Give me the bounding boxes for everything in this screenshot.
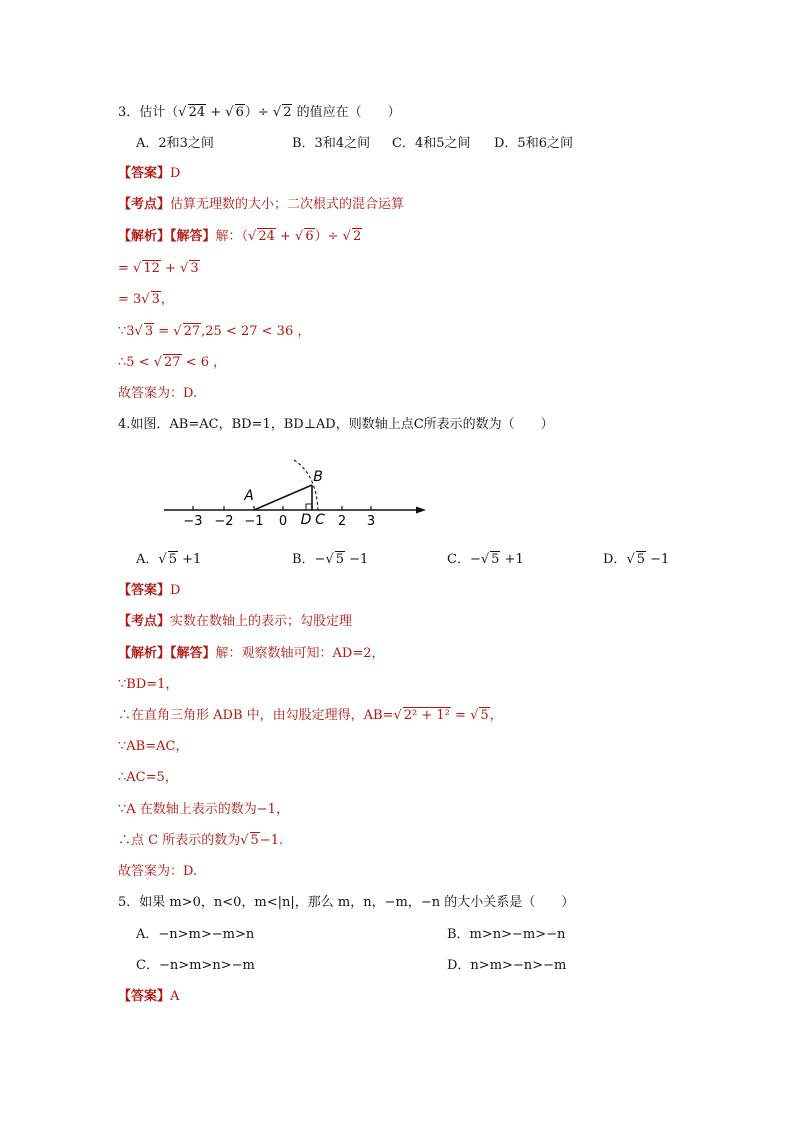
- q3-option-b: B．3和4之间: [292, 136, 371, 151]
- q4-stem: 4.如图．AB=AC，BD=1，BD⊥AD，则数轴上点C所表示的数为（ ）: [118, 417, 554, 432]
- q5-option-a: A．−n>m>−m>n: [136, 927, 255, 942]
- q3-kaodian: 【考点】估算无理数的大小；二次根式的混合运算: [118, 197, 405, 212]
- q3-jiexi: 【解析】【解答】解：（√ 24 + √ 6）÷ √ 2: [118, 229, 362, 244]
- point-label-a: A: [244, 488, 254, 504]
- q3-stem: 3．估计（√ 24 + √ 6）÷ √ 2 的值应在（ ）: [118, 105, 401, 120]
- tick-label-2: 2: [337, 514, 347, 529]
- q4-answer: 【答案】D: [118, 583, 181, 598]
- tick-label--1: −1: [244, 514, 264, 529]
- compass-arc: [294, 460, 318, 510]
- q3-step-4: ∴5 < √ 27 < 6 ，: [118, 355, 227, 370]
- point-label-c: C: [315, 512, 325, 528]
- axis-arrow-icon: [416, 507, 426, 514]
- q4-conclusion: 故答案为：D.: [118, 864, 198, 879]
- q5-answer: 【答案】A: [118, 989, 180, 1004]
- q5-option-d: D．n>m>−n>−m: [447, 958, 567, 973]
- q5-stem: 5．如果 m>0，n<0，m<|n|，那么 m，n，−m，−n 的大小关系是（ ）: [118, 895, 575, 910]
- q4-kaodian: 【考点】实数在数轴上的表示；勾股定理: [118, 614, 353, 629]
- tick-label--2: −2: [214, 514, 234, 529]
- right-angle-mark: [306, 504, 312, 510]
- q3-step-1: = √ 12 + √ 3: [118, 261, 199, 276]
- q4-option-a: A．√ 5 +1: [136, 552, 202, 567]
- tick-label--3: −3: [183, 514, 203, 529]
- q4-step-5: ∵A 在数轴上表示的数为−1，: [118, 802, 289, 817]
- q3-option-d: D．5和6之间: [494, 136, 573, 151]
- number-line-figure: [158, 456, 438, 536]
- q3-answer: 【答案】D: [118, 166, 181, 181]
- sqrt-sign-icon: √ 24: [178, 105, 206, 120]
- q3-step-2: = 3√ 3，: [118, 292, 174, 307]
- q4-option-b: B．−√ 5 −1: [292, 552, 369, 567]
- q4-step-2: ∴在直角三角形 ADB 中，由勾股定理得，AB=√ 2² + 1² = √ 5，: [118, 708, 503, 723]
- point-label-b: B: [313, 469, 323, 485]
- q4-option-c: C．−√ 5 +1: [447, 552, 524, 567]
- q4-step-6: ∴点 C 所表示的数为√ 5−1.: [118, 833, 284, 848]
- q4-jiexi: 【解析】【解答】解：观察数轴可知：AD=2，: [118, 646, 385, 661]
- q3-option-a: A．2和3之间: [136, 136, 214, 151]
- point-label-d: D: [300, 512, 312, 528]
- q3-option-c: C．4和5之间: [392, 136, 471, 151]
- q4-option-d: D．√ 5 −1: [603, 552, 670, 567]
- q3-conclusion: 故答案为：D.: [118, 386, 198, 401]
- tick-label-3: 3: [366, 514, 376, 529]
- q3-step-3: ∵3√ 3 = √ 27,25 < 27 < 36 ，: [118, 324, 311, 339]
- tick-label-0: 0: [278, 514, 288, 529]
- q4-step-4: ∴AC=5，: [118, 770, 178, 785]
- q5-option-c: C．−n>m>n>−m: [136, 958, 255, 973]
- q4-step-3: ∵AB=AC，: [118, 739, 189, 754]
- q5-option-b: B．m>n>−m>−n: [447, 927, 566, 942]
- q4-step-1: ∵BD=1，: [118, 677, 179, 692]
